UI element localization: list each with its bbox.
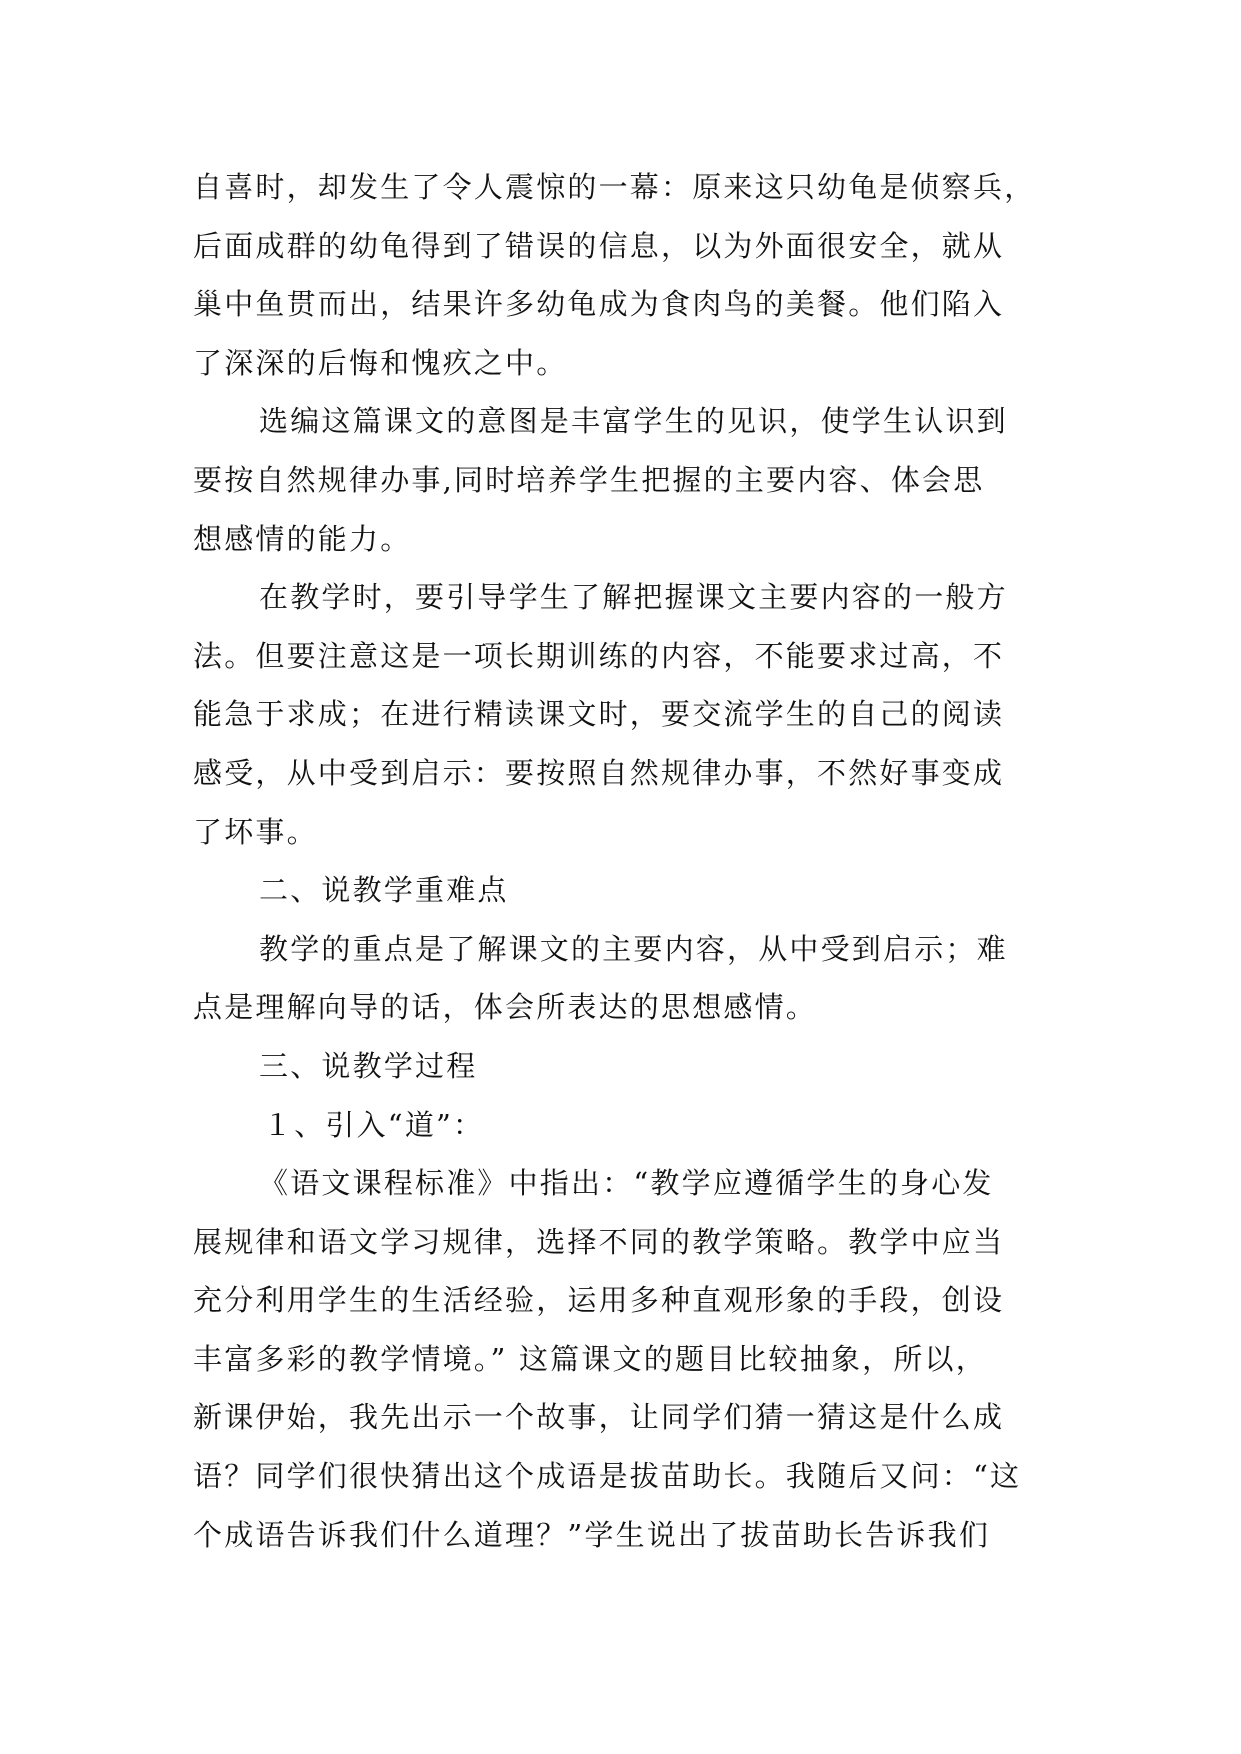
paragraph-start-line: 在教学时，要引导学生了解把握课文主要内容的一般方 xyxy=(259,580,1008,615)
text-line-23: 语？同学们很快猜出这个成语是拔苗助长。我随后又问：“这 xyxy=(193,1459,1022,1494)
text-line-11: 感受，从中受到启示：要按照自然规律办事，不然好事变成 xyxy=(193,755,1005,790)
text-line-3: 巢中鱼贯而出，结果许多幼龟成为食肉鸟的美餐。他们陷入 xyxy=(193,287,1005,322)
paragraph-start-line: 教学的重点是了解课文的主要内容，从中受到启示；难 xyxy=(259,931,1008,966)
paragraph-start-line: 《语文课程标准》中指出：“教学应遵循学生的身心发 xyxy=(259,1166,994,1201)
text-line-21: 丰富多彩的教学情境。” 这篇课文的题目比较抽象，所以， xyxy=(193,1341,987,1376)
section-heading: 二、说教学重难点 xyxy=(259,873,509,908)
text-line-7: 想感情的能力。 xyxy=(193,521,412,556)
text-line-12: 了坏事。 xyxy=(193,814,318,849)
text-line-20: 充分利用学生的生活经验，运用多种直观形象的手段，创设 xyxy=(193,1283,1005,1318)
section-heading: 三、说教学过程 xyxy=(259,1048,478,1083)
text-line-1: 自喜时，却发生了令人震惊的一幕：原来这只幼龟是侦察兵， xyxy=(193,170,1036,204)
text-line-9: 法。但要注意这是一项长期训练的内容，不能要求过高，不 xyxy=(193,638,1005,673)
text-line-15: 点是理解向导的话，体会所表达的思想感情。 xyxy=(193,990,818,1025)
paragraph-start-line: 选编这篇课文的意图是丰富学生的见识，使学生认识到 xyxy=(259,404,1008,439)
text-line-19: 展规律和语文学习规律，选择不同的教学策略。教学中应当 xyxy=(193,1224,1005,1259)
text-line-22: 新课伊始，我先出示一个故事，让同学们猜一猜这是什么成 xyxy=(193,1400,1005,1435)
text-line-10: 能急于求成；在进行精读课文时，要交流学生的自己的阅读 xyxy=(193,697,1005,732)
text-line-4: 了深深的后悔和愧疚之中。 xyxy=(193,345,568,380)
document-body xyxy=(193,158,1053,1564)
text-line-6: 要按自然规律办事,同时培养学生把握的主要内容、体会思 xyxy=(193,462,985,497)
text-line-24: 个成语告诉我们什么道理？”学生说出了拔苗助长告诉我们 xyxy=(193,1517,991,1552)
subsection-heading: １、引入“道”： xyxy=(263,1107,485,1142)
text-line-2: 后面成群的幼龟得到了错误的信息，以为外面很安全，就从 xyxy=(193,228,1005,263)
